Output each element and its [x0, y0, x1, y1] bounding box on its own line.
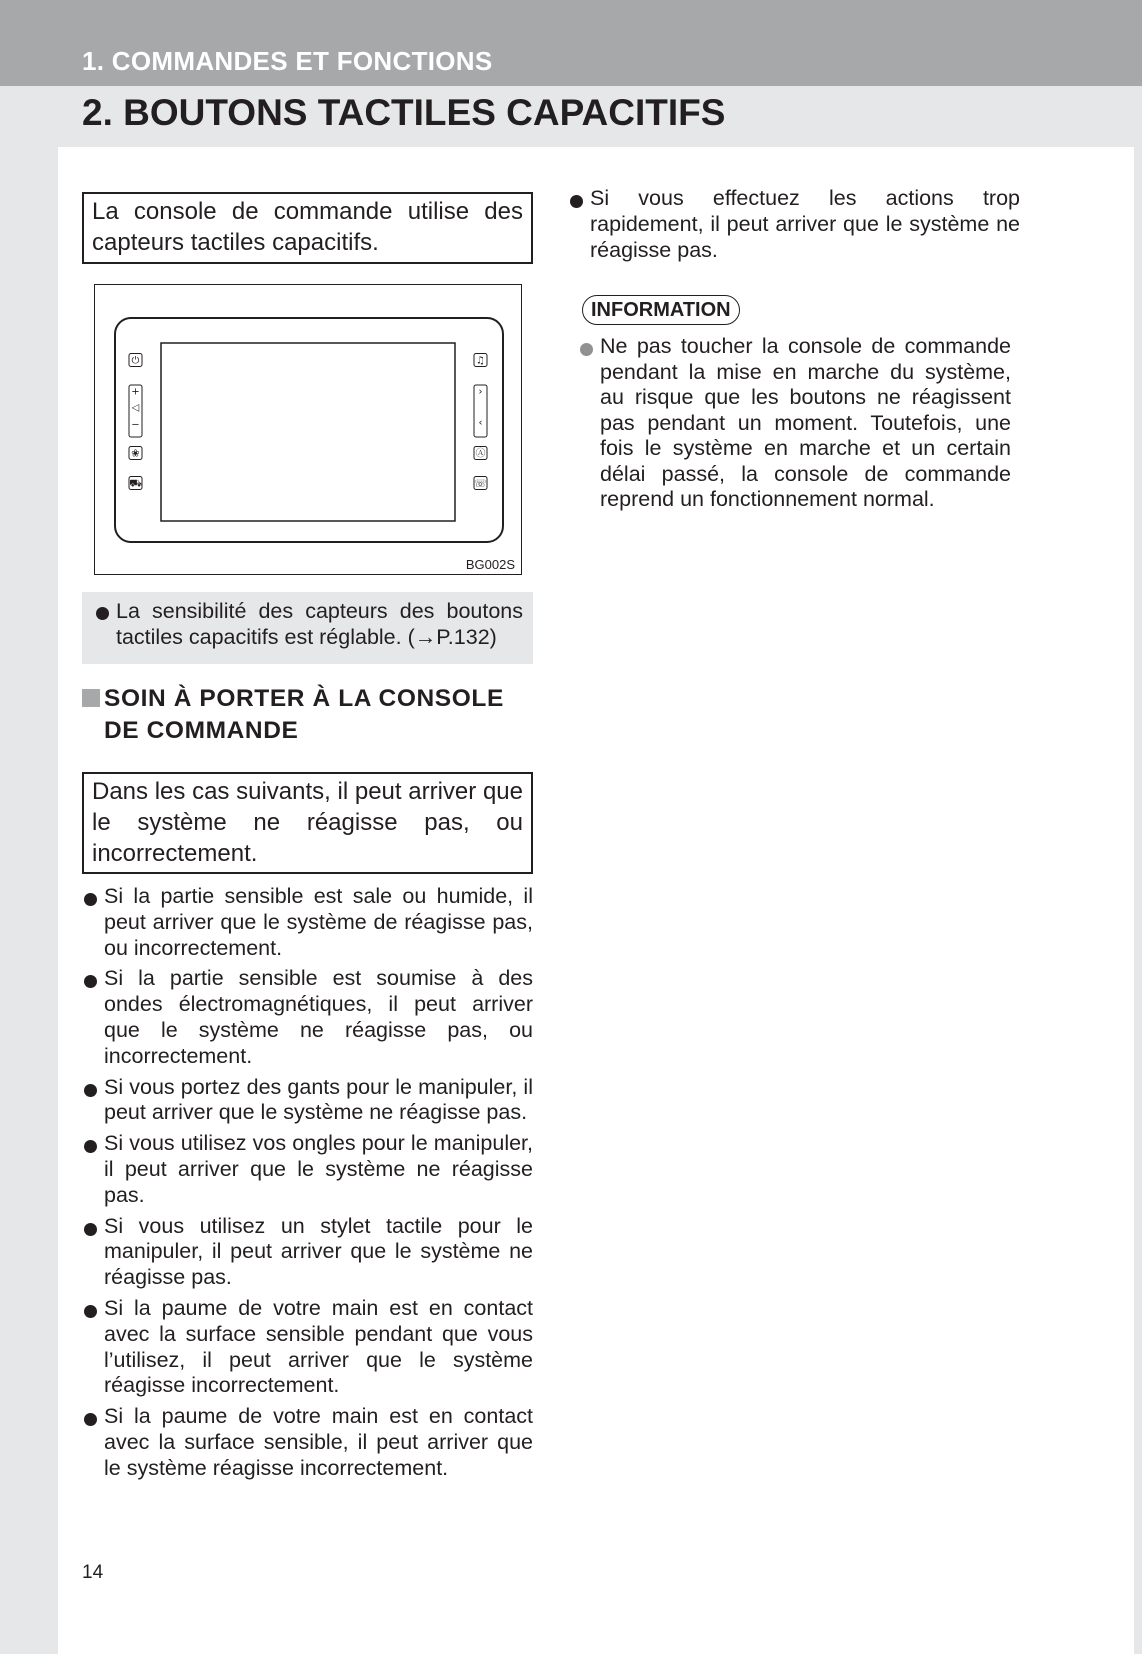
right-margin-band [1134, 86, 1142, 1654]
list-item: Si la paume de votre main est en contact avec la surface sensible, il peut arriver que le système réagisse incorrectement. [82, 1404, 533, 1481]
figure-code: BG002S [465, 557, 515, 572]
right-column [568, 186, 1020, 263]
information-body [578, 334, 1011, 513]
care-heading-line1: SOIN À PORTER À LA CONSOLE [104, 685, 504, 712]
intro-box [82, 192, 533, 264]
app-icon: Ⓐ [475, 448, 486, 460]
volume-up-icon: + [131, 386, 140, 398]
page-title: 2. BOUTONS TACTILES CAPACITIFS [82, 92, 726, 133]
seek-forward-icon: › [478, 386, 483, 398]
volume-icon: ◁ [131, 402, 140, 414]
console-figure [94, 284, 522, 575]
note-text: La sensibilité des capteurs des boutons tactiles capacitifs est réglable. (→P.132) [94, 598, 523, 650]
list-item: Si la partie sensible est sale ou humide, il peut arriver que le système de réagisse pas, ou incorrectement. [82, 884, 533, 961]
volume-down-icon: − [131, 419, 140, 431]
care-heading-line2: DE COMMANDE [104, 717, 299, 744]
console-illustration [95, 285, 523, 576]
information-text: Ne pas toucher la console de commande pendant la mise en marche du système, au risque que les boutons ne réagissent pas pendant un moment. Toutefois, une fois le système en marche et un certain délai passé, la console de commande reprend un fonctionnement normal. [578, 334, 1011, 513]
care-box [82, 772, 533, 874]
list-item: Si la partie sensible est soumise à des ondes électromagnétiques, il peut arriver que le système ne réagisse pas, ou incorrectement. [82, 966, 533, 1069]
page-number: 14 [82, 1562, 104, 1583]
list-item: Si vous utilisez un stylet tactile pour le manipuler, il peut arriver que le système ne réagisse pas. [82, 1214, 533, 1291]
seek-back-icon: ‹ [478, 417, 483, 429]
list-item: Si vous portez des gants pour le manipuler, il peut arriver que le système ne réagisse pas. [82, 1075, 533, 1127]
climate-icon: ❀ [131, 448, 140, 460]
list-item: Si vous utilisez vos ongles pour le manipuler, il peut arriver que le système ne réagisse pas. [82, 1131, 533, 1208]
heading-marker [82, 689, 100, 707]
information-badge: INFORMATION [582, 295, 740, 325]
section-label: 1. COMMANDES ET FONCTIONS [82, 46, 493, 76]
intro-text: La console de commande utilise des capteurs tactiles capacitifs. [92, 198, 523, 256]
care-heading [82, 683, 533, 747]
care-box-text: Dans les cas suivants, il peut arriver que le système ne réagisse pas, ou incorrectement. [92, 778, 523, 867]
note-box [82, 592, 533, 664]
power-icon: ⏻ [131, 355, 140, 367]
left-margin-band [0, 147, 58, 1654]
list-item: Si la paume de votre main est en contact avec la surface sensible pendant que vous l’utilisez, il peut arriver que le système réagisse incorrectement. [82, 1296, 533, 1399]
music-note-icon: ♫ [476, 355, 485, 367]
car-icon: ⛟ [129, 478, 142, 490]
care-bullet-list [82, 884, 533, 1487]
phone-icon: ☏ [474, 478, 487, 490]
speed-warning-item: Si vous effectuez les actions trop rapidement, il peut arriver que le système ne réagisse pas. [568, 186, 1020, 263]
